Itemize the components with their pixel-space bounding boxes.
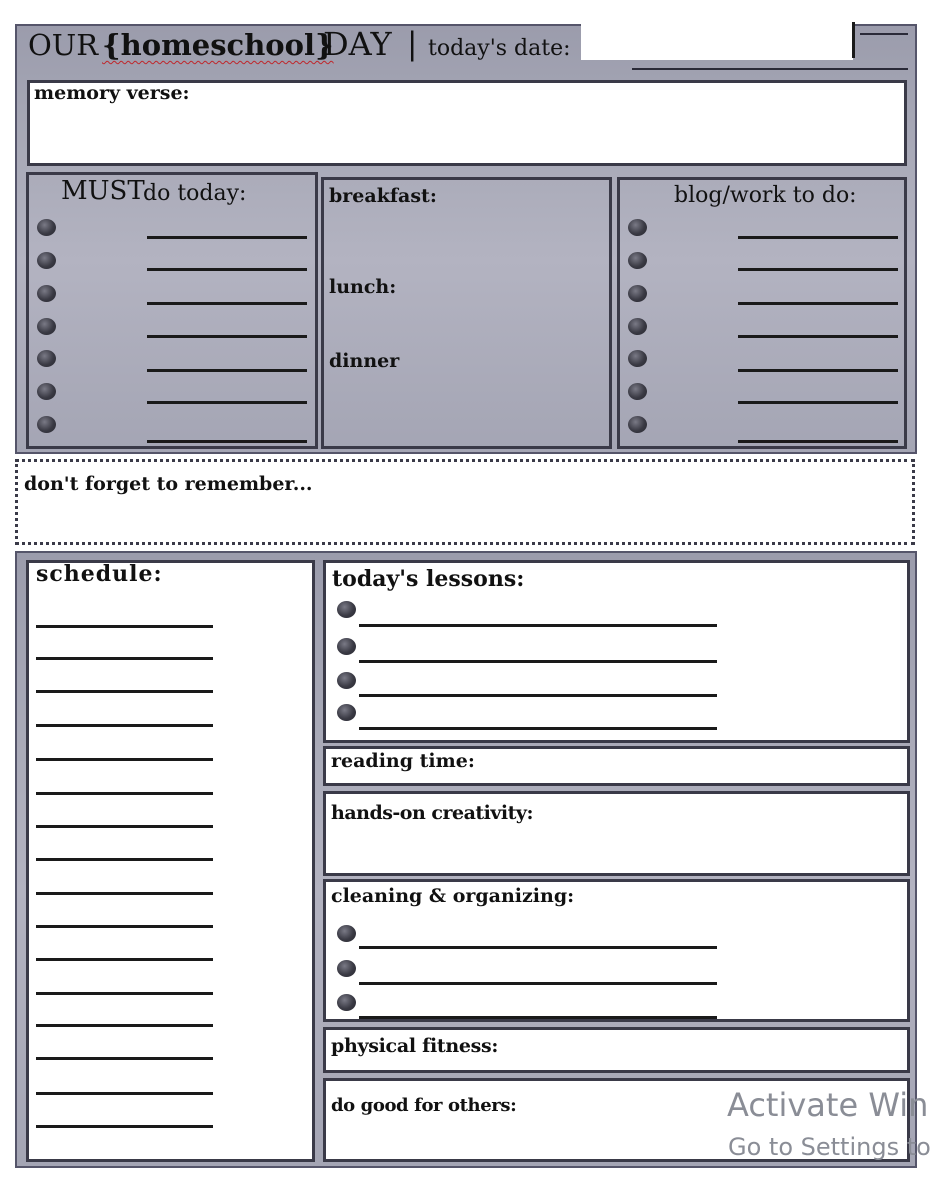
blog-line-7[interactable] [738,440,898,443]
must-do-box [26,172,318,449]
creativity-label: hands-on creativity: [331,802,533,824]
date-field-topline [860,33,908,35]
cleaning-bullet-1 [337,925,356,942]
dont-forget-box[interactable] [15,459,915,545]
do-good-label: do good for others: [331,1095,517,1116]
blog-line-2[interactable] [738,268,898,271]
must-do-bullet-6 [37,383,56,400]
schedule-line-7[interactable] [36,825,213,828]
blog-bullet-7 [628,416,647,433]
blog-line-6[interactable] [738,401,898,404]
schedule-line-16[interactable] [36,1125,213,1128]
lessons-line-1[interactable] [359,624,717,627]
blog-line-1[interactable] [738,236,898,239]
lessons-line-2[interactable] [359,660,717,663]
blog-line-4[interactable] [738,335,898,338]
lessons-bullet-1 [337,601,356,618]
lessons-bullet-2 [337,638,356,655]
activate-watermark-line1: Activate Win [727,1086,929,1124]
schedule-line-13[interactable] [36,1024,213,1027]
must-do-label-rest: do today: [143,181,247,206]
must-do-line-7[interactable] [147,440,307,443]
date-field-underline [632,68,908,70]
blog-bullet-6 [628,383,647,400]
schedule-line-5[interactable] [36,758,213,761]
cleaning-bullet-3 [337,994,356,1011]
memory-verse-label: memory verse: [34,82,190,104]
lunch-label: lunch: [329,276,397,298]
blog-bullet-5 [628,350,647,367]
title-separator: | [407,26,418,62]
schedule-line-1[interactable] [36,625,213,628]
blog-work-label: blog/work to do: [674,183,857,208]
dont-forget-label: don't forget to remember... [24,473,313,495]
blog-line-5[interactable] [738,369,898,372]
lessons-bullet-4 [337,704,356,721]
must-do-label-must: MUST [61,176,145,206]
schedule-line-2[interactable] [36,657,213,660]
meals-box [321,177,612,449]
dinner-label: dinner [329,350,400,372]
blog-bullet-1 [628,219,647,236]
must-do-line-5[interactable] [147,369,307,372]
must-do-bullet-7 [37,416,56,433]
reading-label: reading time: [331,750,475,772]
must-do-line-6[interactable] [147,401,307,404]
cleaning-label: cleaning & organizing: [331,885,575,907]
must-do-bullet-5 [37,350,56,367]
blog-bullet-2 [628,252,647,269]
lessons-bullet-3 [337,672,356,689]
lessons-line-4[interactable] [359,727,717,730]
lessons-line-3[interactable] [359,694,717,697]
date-label: today's date: [428,36,571,61]
must-do-bullet-3 [37,285,56,302]
activate-watermark-line2: Go to Settings to [728,1133,931,1161]
schedule-line-10[interactable] [36,925,213,928]
cleaning-line-1[interactable] [359,946,717,949]
title-homeschool: {homeschool} [102,28,334,62]
title-day: DAY [323,25,392,63]
lessons-label: today's lessons: [332,566,525,592]
schedule-line-4[interactable] [36,724,213,727]
date-field-divider [852,22,855,58]
schedule-line-15[interactable] [36,1092,213,1095]
title-our: OUR [28,28,99,62]
breakfast-label: breakfast: [329,185,437,207]
fitness-label: physical fitness: [331,1035,499,1057]
schedule-line-3[interactable] [36,690,213,693]
schedule-line-11[interactable] [36,958,213,961]
cleaning-line-3[interactable] [359,1016,717,1019]
schedule-line-8[interactable] [36,858,213,861]
schedule-line-14[interactable] [36,1057,213,1060]
schedule-line-9[interactable] [36,892,213,895]
cleaning-bullet-2 [337,960,356,977]
must-do-line-3[interactable] [147,302,307,305]
schedule-box [26,560,315,1162]
must-do-bullet-1 [37,219,56,236]
schedule-line-12[interactable] [36,992,213,995]
must-do-line-2[interactable] [147,268,307,271]
blog-line-3[interactable] [738,302,898,305]
must-do-line-4[interactable] [147,335,307,338]
blog-bullet-4 [628,318,647,335]
must-do-bullet-4 [37,318,56,335]
date-field[interactable] [581,24,853,60]
blog-bullet-3 [628,285,647,302]
must-do-bullet-2 [37,252,56,269]
must-do-line-1[interactable] [147,236,307,239]
schedule-label: schedule: [36,561,163,587]
schedule-line-6[interactable] [36,792,213,795]
blog-work-box [617,177,907,449]
cleaning-line-2[interactable] [359,982,717,985]
